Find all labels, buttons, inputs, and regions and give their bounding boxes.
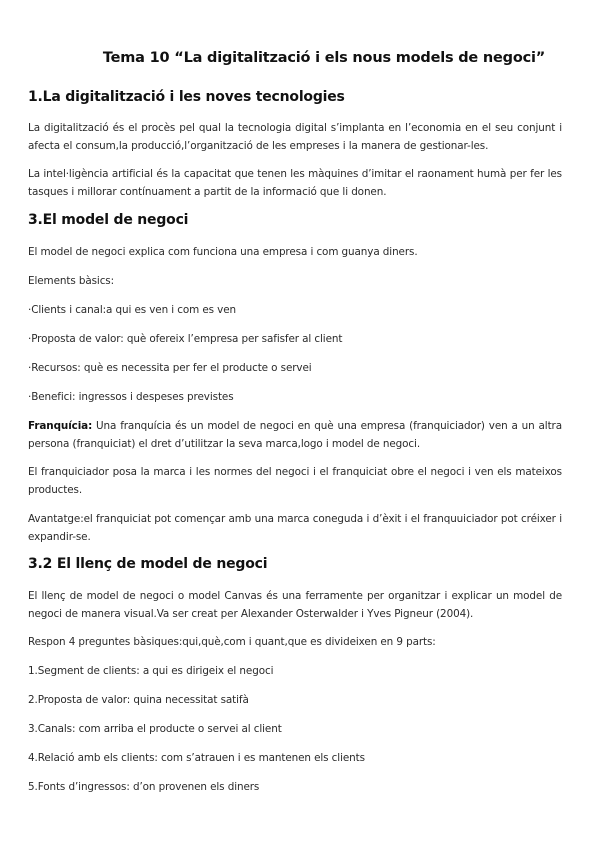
list-item: ·Recursos: què es necessita per fer el producte o servei [28, 362, 312, 374]
list-item: 4.Relació amb els clients: com s’atrauen i es mantenen els clients [28, 752, 365, 764]
list-item: 5.Fonts d’ingressos: d’on provenen els diners [28, 781, 260, 793]
list-item: ·Proposta de valor: què ofereix l’empresa per safisfer al client [28, 333, 343, 345]
list-item: 3.Canals: com arriba el producte o servei al client [28, 723, 282, 735]
elements-label: Elements bàsics: [28, 275, 115, 287]
document-title: Tema 10 “La digitalització i els nous models de negoci” [102, 50, 546, 66]
franquicia-term: Franquícia: [28, 420, 93, 432]
franquiciador-paragraph: El franquiciador posa la marca i les normes del negoci i el franquiciat obre el negoci i ven els mateixos productes. [28, 466, 562, 496]
section-3-paragraph-1: El model de negoci explica com funciona una empresa i com guanya diners. [28, 246, 418, 258]
section-3-2-heading: 3.2 El llenç de model de negoci [28, 556, 268, 572]
list-item: ·Clients i canal:a qui es ven i com es ven [28, 304, 237, 316]
section-1-heading: 1.La digitalització i les noves tecnologies [28, 89, 345, 105]
section-1-paragraph-1: La digitalització és el procès pel qual la tecnologia digital s’implanta en l’economia en el seu conjunt i afecta el consum,la producció,l’organització de les empreses i la manera de gestionar-les. [28, 122, 562, 152]
section-3-2-paragraph-2: Respon 4 preguntes bàsiques:qui,què,com i quant,que es divideixen en 9 parts: [28, 636, 436, 648]
avantatge-paragraph: Avantatge:el franquiciat pot començar amb una marca coneguda i d’èxit i el franquuiciador pot créixer i expandir-se. [28, 513, 562, 543]
list-item: ·Benefici: ingressos i despeses previstes [28, 391, 234, 403]
list-item: 2.Proposta de valor: quina necessitat satifà [28, 694, 249, 706]
list-item: 1.Segment de clients: a qui es dirigeix el negoci [28, 665, 274, 677]
section-1-paragraph-2: La intel·ligència artificial és la capacitat que tenen les màquines d’imitar el raonament humà per fer les tasques i millorar contínuament a partit de la informació que li donen. [28, 168, 562, 198]
franquicia-definition: Una franquícia és un model de negoci en què una empresa (franquiciador) ven a un altra persona (franquiciat) el dret d’utilitzar la seva marca,logo i model de negoci. [28, 420, 562, 450]
section-3-heading: 3.El model de negoci [28, 212, 189, 228]
franquicia-paragraph [28, 417, 562, 453]
section-3-2-paragraph-1: El llenç de model de negoci o model Canvas és una ferramente per organitzar i explicar un model de negoci de manera visual.Va ser creat per Alexander Osterwalder i Yves Pigneur (2004). [28, 590, 562, 620]
